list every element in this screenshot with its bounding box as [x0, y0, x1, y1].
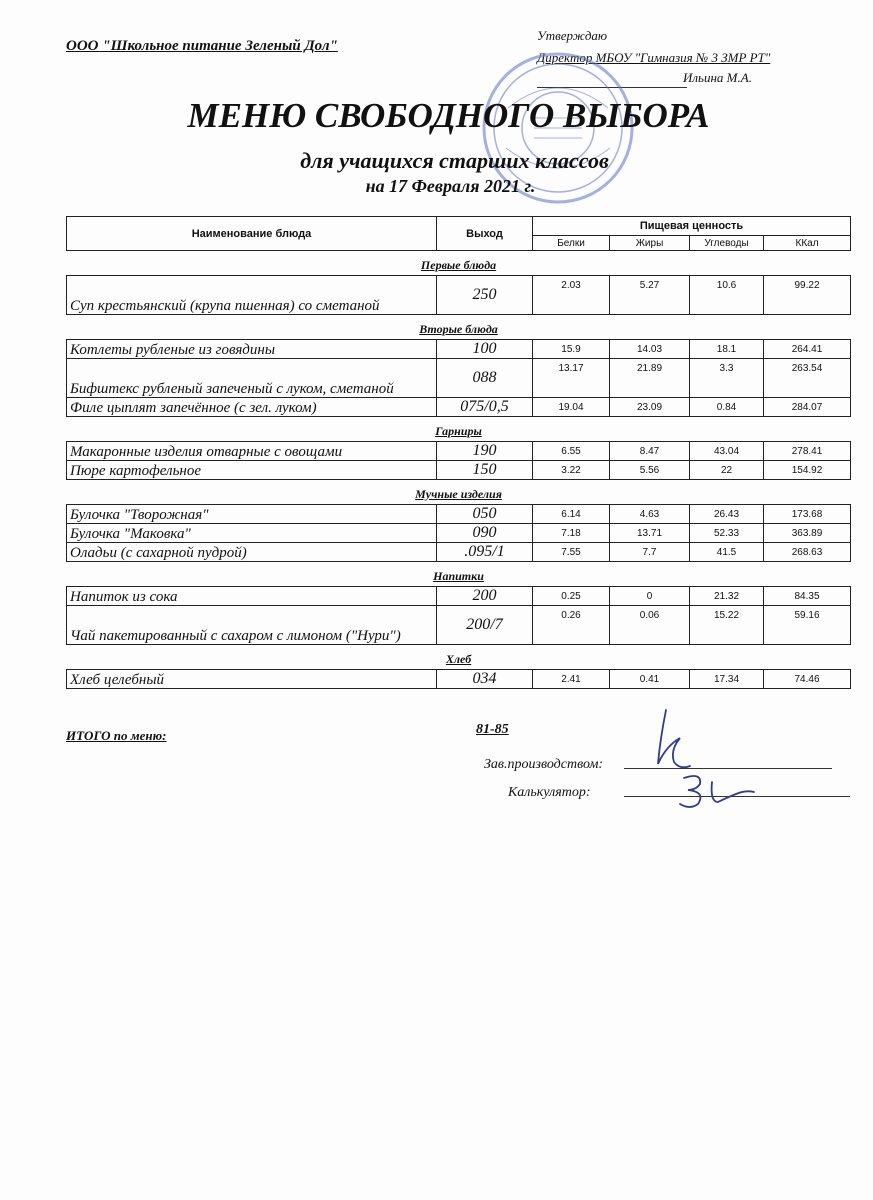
dish-fat: 5.56: [610, 461, 690, 480]
dish-name: Пюре картофельное: [67, 461, 437, 480]
dish-name: Чай пакетированный с сахаром с лимоном ("Нури"): [67, 606, 437, 645]
page-title: МЕНЮ СВОБОДНОГО ВЫБОРА: [187, 96, 710, 135]
table-row: [67, 461, 851, 480]
table-row: [67, 670, 851, 689]
dish-name: Котлеты рубленые из говядины: [67, 340, 437, 359]
dish-output: 090: [437, 524, 533, 543]
dish-output: 100: [437, 340, 533, 359]
dish-carbs: 52.33: [690, 524, 764, 543]
dish-protein: 7.55: [533, 543, 610, 562]
dish-fat: 4.63: [610, 505, 690, 524]
table-row: [67, 505, 851, 524]
dish-protein: 15.9: [533, 340, 610, 359]
header-kcal: ККал: [764, 236, 851, 251]
dish-fat: 14.03: [610, 340, 690, 359]
table-row: [67, 606, 851, 645]
table-row: [67, 340, 851, 359]
dish-fat: 21.89: [610, 359, 690, 398]
dish-carbs: 0.84: [690, 398, 764, 417]
dish-kcal: 284.07: [764, 398, 851, 417]
dish-carbs: 22: [690, 461, 764, 480]
dish-output: 200/7: [437, 606, 533, 645]
calculator-label: Калькулятор:: [508, 785, 591, 800]
dish-fat: 8.47: [610, 442, 690, 461]
dish-kcal: 278.41: [764, 442, 851, 461]
dish-output: 190: [437, 442, 533, 461]
dish-protein: 13.17: [533, 359, 610, 398]
dish-protein: 2.03: [533, 276, 610, 315]
dish-output: 250: [437, 276, 533, 315]
production-manager-label: Зав.производством:: [484, 757, 604, 772]
dish-output: .095/1: [437, 543, 533, 562]
dish-protein: 7.18: [533, 524, 610, 543]
table-row: [67, 543, 851, 562]
header-dish-name: Наименование блюда: [67, 217, 437, 251]
dish-carbs: 21.32: [690, 587, 764, 606]
dish-fat: 13.71: [610, 524, 690, 543]
dish-kcal: 173.68: [764, 505, 851, 524]
dish-name: Хлеб целебный: [67, 670, 437, 689]
table-row: [67, 587, 851, 606]
organization-name: ООО "Школьное питание Зеленый Дол": [66, 38, 338, 54]
dish-kcal: 263.54: [764, 359, 851, 398]
dish-carbs: 10.6: [690, 276, 764, 315]
dish-name: Оладьи (с сахарной пудрой): [67, 543, 437, 562]
dish-fat: 0: [610, 587, 690, 606]
dish-fat: 0.41: [610, 670, 690, 689]
dish-output: 034: [437, 670, 533, 689]
dish-protein: 6.14: [533, 505, 610, 524]
section-title: Мучные изделия: [67, 480, 851, 505]
dish-output: 075/0,5: [437, 398, 533, 417]
dish-protein: 0.26: [533, 606, 610, 645]
dish-name: Булочка "Маковка": [67, 524, 437, 543]
dish-kcal: 74.46: [764, 670, 851, 689]
section-title: Напитки: [67, 562, 851, 587]
handwritten-signature-icon: [662, 768, 762, 816]
header-protein: Белки: [533, 236, 610, 251]
table-row: [67, 524, 851, 543]
dish-kcal: 99.22: [764, 276, 851, 315]
page-subtitle: для учащихся старших классов: [300, 148, 609, 173]
dish-carbs: 43.04: [690, 442, 764, 461]
dish-carbs: 26.43: [690, 505, 764, 524]
menu-date: на 17 Февраля 2021 г.: [365, 176, 536, 196]
table-row: [67, 276, 851, 315]
dish-name: Булочка "Творожная": [67, 505, 437, 524]
dish-fat: 7.7: [610, 543, 690, 562]
header-fat: Жиры: [610, 236, 690, 251]
approve-director: Директор МБОУ "Гимназия № 3 ЗМР РТ": [537, 50, 771, 65]
total-label: ИТОГО по меню:: [66, 728, 167, 743]
dish-kcal: 154.92: [764, 461, 851, 480]
dish-fat: 5.27: [610, 276, 690, 315]
dish-fat: 0.06: [610, 606, 690, 645]
dish-protein: 19.04: [533, 398, 610, 417]
dish-carbs: 18.1: [690, 340, 764, 359]
dish-kcal: 268.63: [764, 543, 851, 562]
header-nutrition: Пищевая ценность: [533, 217, 851, 236]
dish-name: Бифштекс рубленый запеченый с луком, сметаной: [67, 359, 437, 398]
dish-carbs: 15.22: [690, 606, 764, 645]
dish-carbs: 3.3: [690, 359, 764, 398]
dish-name: Макаронные изделия отварные с овощами: [67, 442, 437, 461]
dish-fat: 23.09: [610, 398, 690, 417]
table-row: [67, 359, 851, 398]
dish-output: 200: [437, 587, 533, 606]
dish-output: 088: [437, 359, 533, 398]
section-title: Гарниры: [67, 417, 851, 442]
dish-name: Филе цыплят запечённое (с зел. луком): [67, 398, 437, 417]
dish-carbs: 17.34: [690, 670, 764, 689]
approve-name: Ильина М.А.: [683, 70, 752, 85]
dish-carbs: 41.5: [690, 543, 764, 562]
dish-kcal: 84.35: [764, 587, 851, 606]
dish-protein: 2.41: [533, 670, 610, 689]
table-row: [67, 442, 851, 461]
dish-protein: 3.22: [533, 461, 610, 480]
dish-name: Напиток из сока: [67, 587, 437, 606]
menu-table: [66, 216, 851, 689]
approve-label: Утверждаю: [537, 28, 608, 43]
section-title: Первые блюда: [67, 251, 851, 276]
section-title: Вторые блюда: [67, 315, 851, 340]
section-title: Хлеб: [67, 645, 851, 670]
dish-protein: 6.55: [533, 442, 610, 461]
dish-name: Суп крестьянский (крупа пшенная) со сметаной: [67, 276, 437, 315]
dish-output: 150: [437, 461, 533, 480]
header-output: Выход: [437, 217, 533, 251]
dish-protein: 0.25: [533, 587, 610, 606]
header-carbs: Углеводы: [690, 236, 764, 251]
total-value: 81-85: [476, 722, 509, 737]
dish-output: 050: [437, 505, 533, 524]
table-row: [67, 398, 851, 417]
dish-kcal: 59.16: [764, 606, 851, 645]
dish-kcal: 264.41: [764, 340, 851, 359]
dish-kcal: 363.89: [764, 524, 851, 543]
